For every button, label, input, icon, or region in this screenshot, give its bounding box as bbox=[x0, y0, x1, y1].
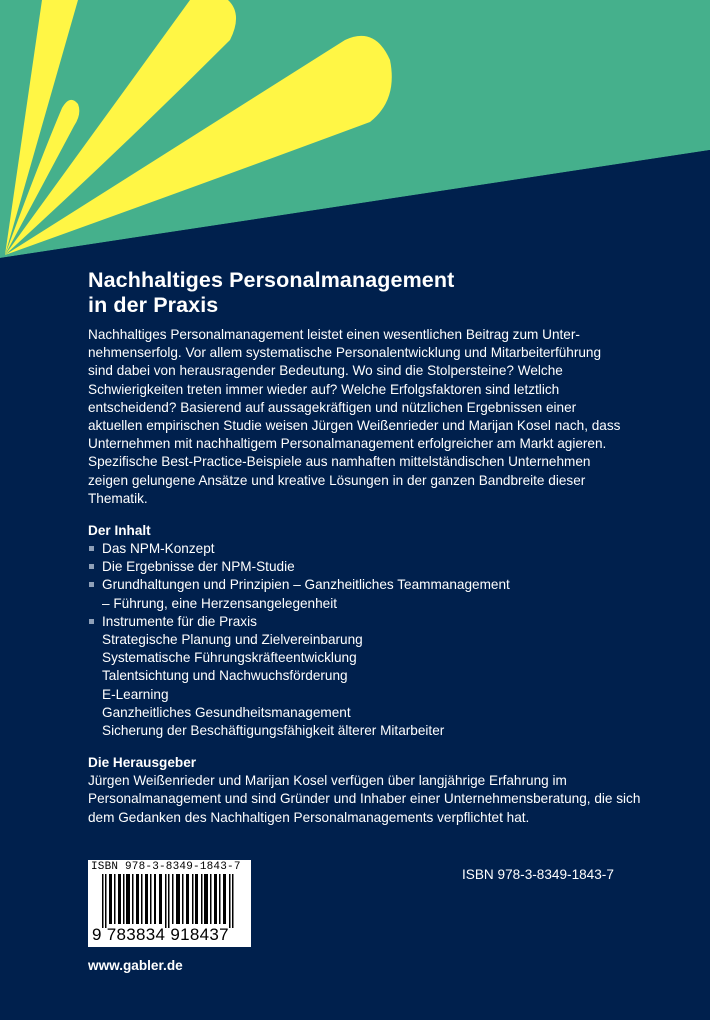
editors-heading: Die Herausgeber bbox=[88, 755, 197, 771]
contents-list bbox=[88, 540, 648, 740]
contents-item: Das NPM-Konzept bbox=[88, 540, 648, 558]
contents-subitem: Systematische Führungskräfteentwicklung bbox=[102, 650, 357, 666]
square-bullet-icon bbox=[89, 582, 94, 587]
contents-subitem: Strategische Planung und Zielvereinbarung bbox=[102, 632, 363, 648]
barcode-bars-icon bbox=[88, 874, 251, 928]
contents-heading: Der Inhalt bbox=[88, 523, 151, 539]
contents-item-continuation: – Führung, eine Herzensangelegenheit bbox=[102, 595, 338, 611]
title-line-1: Nachhaltiges Personalmanagement bbox=[88, 268, 455, 292]
publisher-url[interactable]: www.gabler.de bbox=[88, 958, 183, 973]
contents-item: Die Ergebnisse der NPM-Studie bbox=[88, 558, 648, 576]
blurb: Nachhaltiges Personalmanagement leistet einen wesentlichen Beitrag zum Unternehmenserfolg. Vor allem systematische Personalentwicklung und Mitarbeiterführung sind dabei von herausragender Bedeutung. Wo sind die Stolpersteine? Welche Schwierigkeiten treten immer wieder auf? Welche Erfolgsfaktoren sind letztlich entscheidend? Basierend auf aussagekräftigen und nützlichen Ergebnissen einer aktuellen empirischen Studie weisen Jürgen Weißenrieder und Marijan Kosel nach, dass Unternehmen mit nachhaltigem Personalmanagement erfolgreicher am Markt agieren. Spezifische Best-Practice-Beispiele aus namhaften mittelständischen Unternehmen zeigen gelungene Ansätze und kreative Lösungen in der ganzen Bandbreite dieser Thematik. bbox=[88, 327, 621, 506]
contents-subitem: Talentsichtung und Nachwuchsförderung bbox=[102, 668, 348, 684]
isbn-text: ISBN 978-3-8349-1843-7 bbox=[462, 867, 614, 882]
barcode-digits: 9 783834 918437 bbox=[92, 925, 229, 944]
cover-burst-artwork bbox=[0, 0, 710, 270]
square-bullet-icon bbox=[89, 564, 94, 569]
title-line-2: in der Praxis bbox=[88, 293, 219, 317]
contents-subitem: Ganzheitliches Gesundheitsmanagement bbox=[102, 704, 351, 720]
contents-item: Instrumente für die Praxis Strategische Planung und Zielvereinbarung Systematische Führungskräfteentwicklung Talentsichtung und Nachwuchsförderung E-Learning Ganzheitliches Gesundheitsmanagement Sicherung der Beschäftigungsfähigkeit älterer Mitarbeiter bbox=[88, 613, 648, 740]
barcode-isbn-label: ISBN 978-3-8349-1843-7 bbox=[91, 861, 241, 873]
book-title bbox=[88, 268, 648, 318]
square-bullet-icon bbox=[89, 546, 94, 551]
back-cover-text bbox=[88, 268, 648, 827]
square-bullet-icon bbox=[89, 619, 94, 624]
contents-subitem: E-Learning bbox=[102, 686, 169, 702]
contents-item: Grundhaltungen und Prinzipien – Ganzheitliches Teammanagement – Führung, eine Herzensangelegenheit bbox=[88, 576, 648, 612]
editors-bio: Jürgen Weißenrieder und Marijan Kosel verfügen über langjährige Erfahrung im Personalmanagement und sind Gründer und Inhaber einer Unternehmensberatung, die sich dem Gedanken des Nachhaltigen Personalmanagements verpflichtet hat. bbox=[88, 773, 641, 825]
contents-subitem: Sicherung der Beschäftigungsfähigkeit älterer Mitarbeiter bbox=[102, 723, 445, 739]
isbn-barcode bbox=[88, 860, 251, 947]
